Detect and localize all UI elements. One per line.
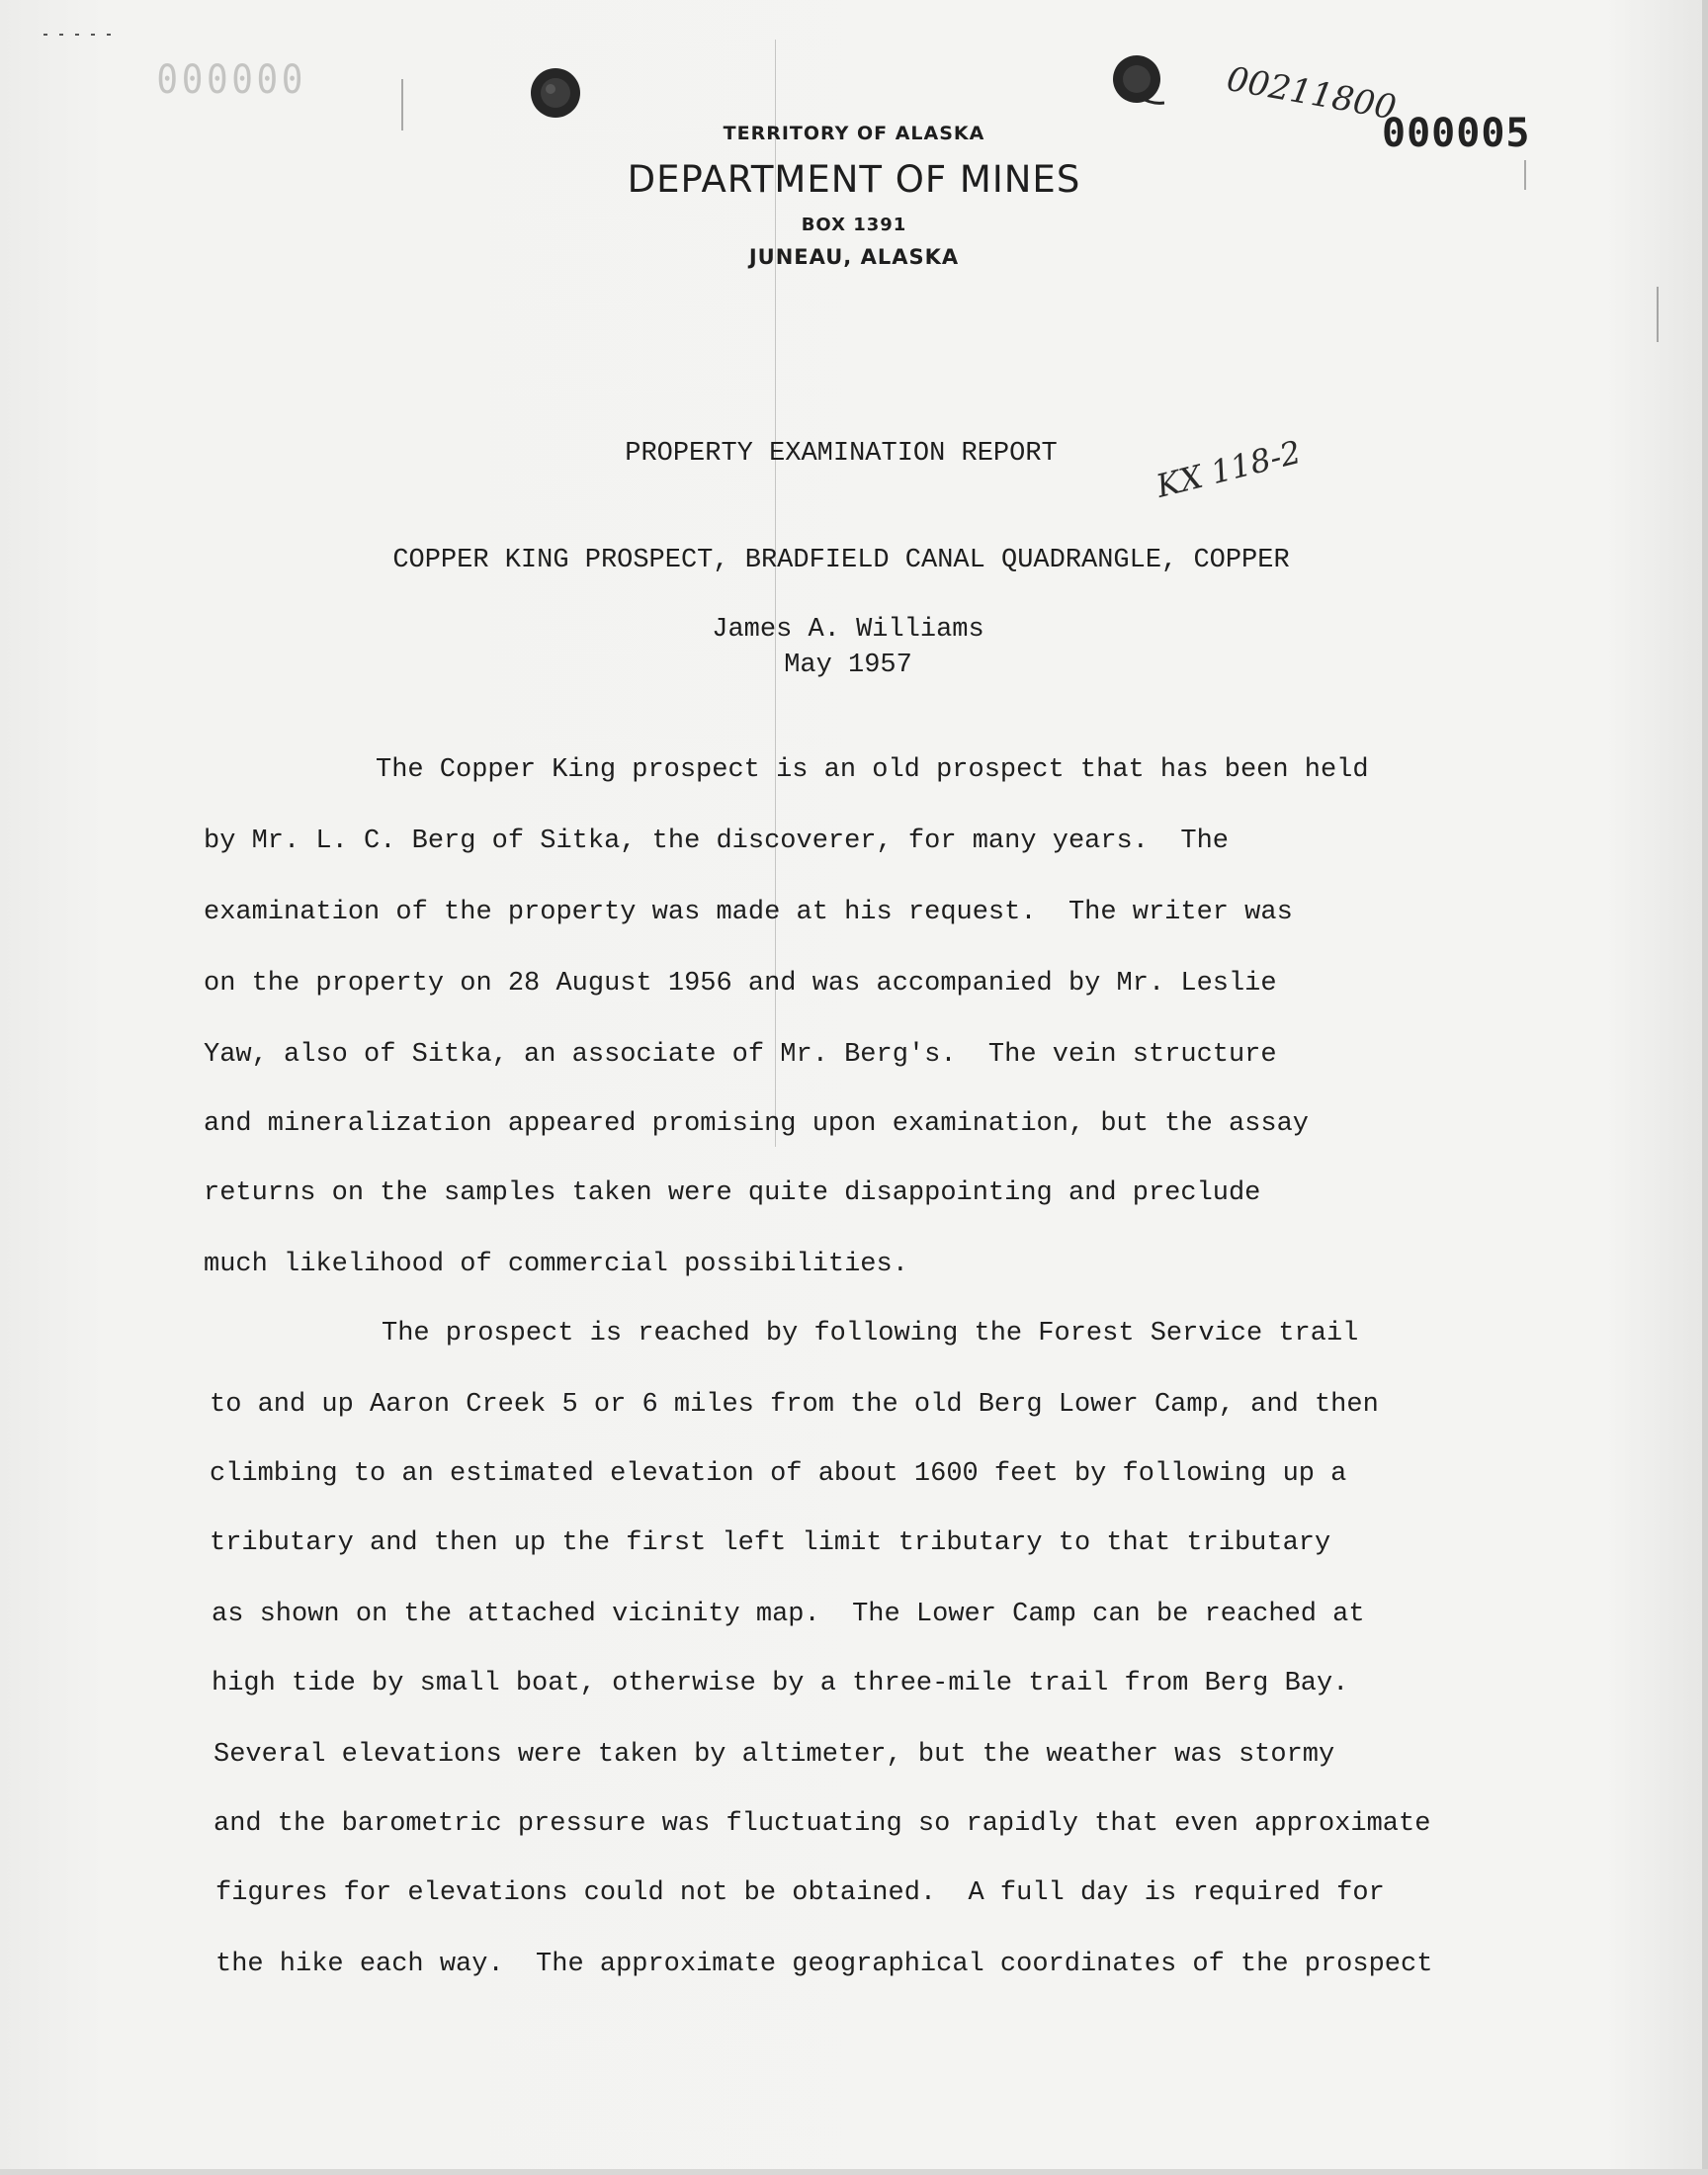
body-line: on the property on 28 August 1956 and was accompanied by Mr. Leslie (204, 969, 1277, 999)
page-edge-right (1702, 0, 1708, 2175)
body-line: Several elevations were taken by altimeter, but the weather was stormy (214, 1740, 1335, 1770)
body-line: to and up Aaron Creek 5 or 6 miles from the old Berg Lower Camp, and then (210, 1390, 1379, 1420)
letterhead-box: BOX 1391 (801, 215, 907, 235)
letterhead-territory: TERRITORY OF ALASKA (723, 123, 985, 144)
punch-hole-left (528, 65, 583, 121)
handwritten-file-number: 00211800 (1224, 59, 1400, 129)
margin-tick (1657, 287, 1659, 342)
letterhead-department: DEPARTMENT OF MINES (627, 158, 1081, 201)
body-line: by Mr. L. C. Berg of Sitka, the discoverer, for many years. The (204, 826, 1229, 856)
body-line: as shown on the attached vicinity map. The Lower Camp can be reached at (212, 1600, 1365, 1629)
punch-hole-right (1109, 53, 1164, 109)
handwritten-reference: KX 118-2 (1153, 432, 1305, 505)
body-line: much likelihood of commercial possibilities. (204, 1250, 908, 1279)
body-line: figures for elevations could not be obtained. A full day is required for (215, 1878, 1385, 1908)
report-title: COPPER KING PROSPECT, BRADFIELD CANAL QUADRANGLE, COPPER (392, 546, 1290, 575)
report-date: May 1957 (784, 651, 912, 680)
body-line: climbing to an estimated elevation of about 1600 feet by following up a (210, 1459, 1347, 1489)
body-line: the hike each way. The approximate geographical coordinates of the prospect (215, 1950, 1433, 1979)
body-line: high tide by small boat, otherwise by a three-mile trail from Berg Bay. (212, 1669, 1349, 1698)
body-line: returns on the samples taken were quite disappointing and preclude (204, 1178, 1261, 1208)
body-line: and the barometric pressure was fluctuating so rapidly that even approximate (214, 1809, 1431, 1839)
body-line: The Copper King prospect is an old prospect that has been held (376, 755, 1369, 785)
body-line: and mineralization appeared promising upon examination, but the assay (204, 1109, 1309, 1139)
report-type-heading: PROPERTY EXAMINATION REPORT (625, 439, 1058, 469)
faded-stamp-number: 000000 (156, 57, 307, 103)
corner-marks (43, 34, 123, 36)
body-line: examination of the property was made at his request. The writer was (204, 898, 1293, 927)
report-author: James A. Williams (712, 615, 984, 645)
body-line: Yaw, also of Sitka, an associate of Mr. Berg's. The vein structure (204, 1040, 1277, 1070)
body-line: tributary and then up the first left limit tributary to that tributary (210, 1528, 1331, 1558)
body-line: The prospect is reached by following the Forest Service trail (382, 1319, 1359, 1348)
page-edge-bottom (0, 2169, 1708, 2175)
letterhead-city: JUNEAU, ALASKA (748, 245, 960, 269)
page-stamp-number: 000005 (1382, 111, 1531, 156)
